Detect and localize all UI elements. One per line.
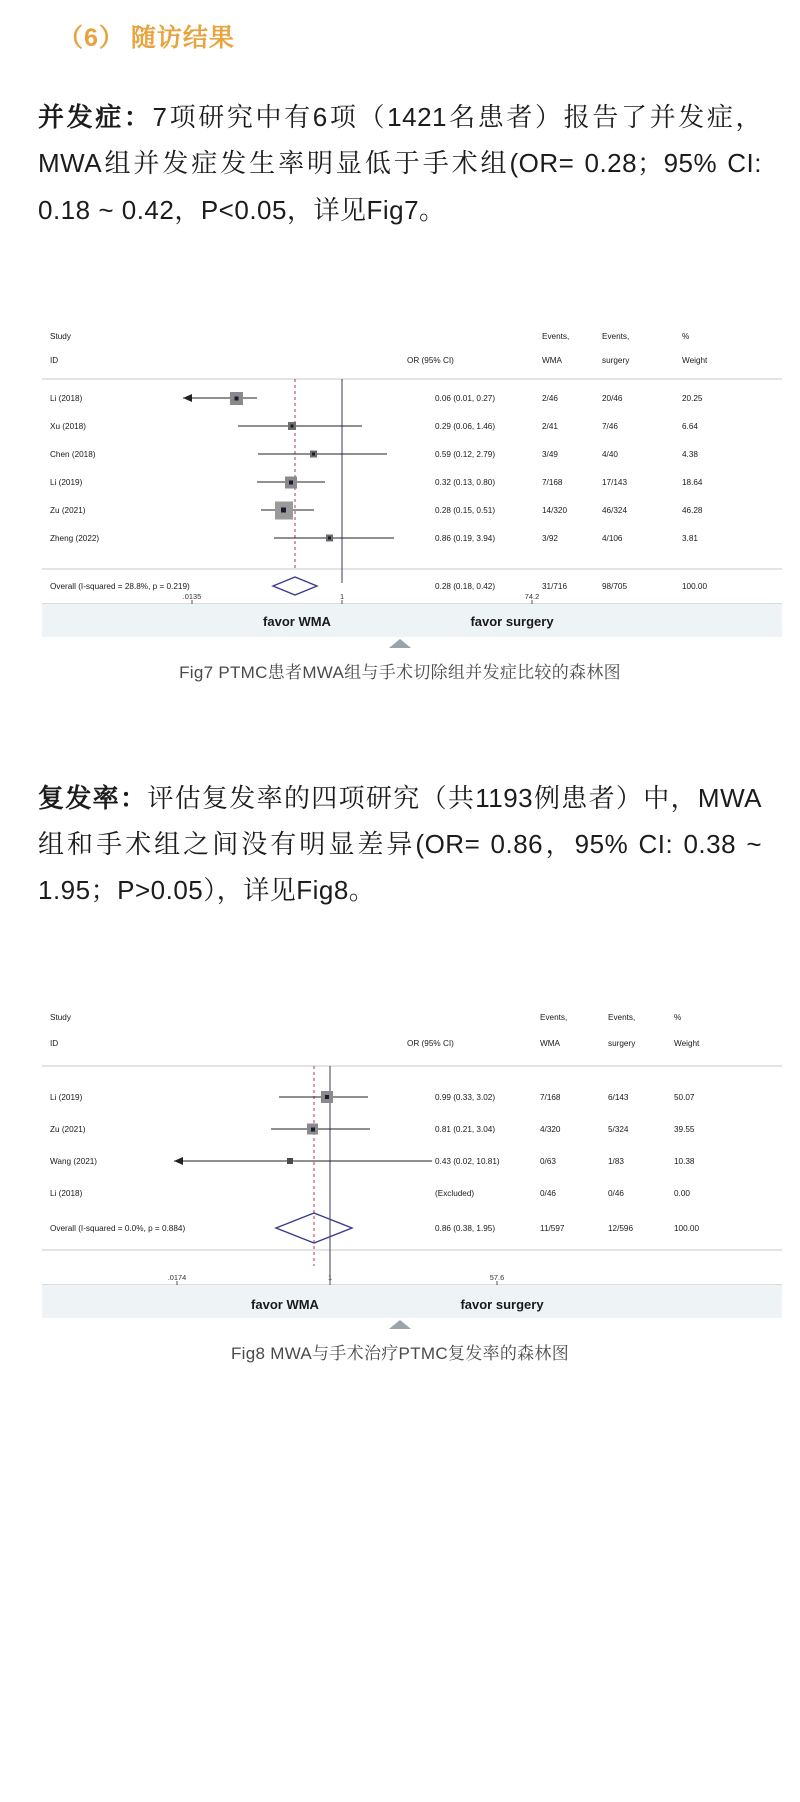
section-heading — [28, 0, 772, 54]
fp8-header-events2-a: Events, — [608, 1012, 636, 1022]
fp7-row-weight-5: 3.81 — [682, 533, 698, 543]
spacer — [28, 940, 772, 974]
fp7-row-weight-2: 4.38 — [682, 449, 698, 459]
fp8-overall-effect: 0.86 (0.38, 1.95) — [435, 1223, 496, 1233]
fp8-row-effect-0: 0.99 (0.33, 3.02) — [435, 1092, 496, 1102]
figure-7 — [42, 323, 758, 683]
fp8-axis-left: .0174 — [167, 1272, 187, 1282]
fp7-row-e1-1: 2/41 — [542, 421, 558, 431]
fp7-row-effect-2: 0.59 (0.12, 2.79) — [435, 449, 496, 459]
fp8-header-id: ID — [50, 1038, 59, 1048]
fp8-row-e1-0: 7/168 — [540, 1092, 561, 1102]
fp7-row-e1-5: 3/92 — [542, 533, 558, 543]
fp7-row-effect-0: 0.06 (0.01, 0.27) — [435, 393, 496, 403]
fp7-row-e1-3: 7/168 — [542, 477, 563, 487]
paragraph-recurrence-lead: 复发率： — [38, 782, 148, 813]
fp7-row-weight-0: 20.25 — [682, 393, 703, 403]
fp7-axis-right: 74.2 — [524, 591, 540, 601]
fp8-band-left: favor WMA — [251, 1296, 319, 1312]
fp8-header-weight-b: Weight — [674, 1038, 700, 1048]
fp7-row-weight-3: 18.64 — [682, 477, 703, 487]
fp7-header-events1-a: Events, — [542, 331, 570, 341]
fp8-header-weight-a: % — [674, 1012, 682, 1022]
fp7-row-weight-4: 46.28 — [682, 505, 703, 515]
fp7-row-e2-2: 4/40 — [602, 449, 618, 459]
fp7-header-study: Study — [50, 331, 71, 341]
fp7-row-id-2: Chen (2018) — [50, 449, 96, 459]
fp8-overall-id: Overall (I-squared = 0.0%, p = 0.884) — [50, 1223, 186, 1233]
fp8-row-effect-3: (Excluded) — [435, 1188, 475, 1198]
fp8-axis-center: 1 — [327, 1272, 333, 1282]
caret-icon — [389, 639, 411, 648]
fp7-row-e2-5: 4/106 — [602, 533, 623, 543]
fp7-axis-center: 1 — [339, 591, 345, 601]
section-heading-number: （6） — [58, 24, 125, 52]
fp7-overall-weight: 100.00 — [682, 581, 708, 591]
figure-8 — [42, 1004, 758, 1364]
fp8-row-e2-0: 6/143 — [608, 1092, 629, 1102]
paragraph-complications-lead: 并发症： — [38, 102, 153, 132]
fp8-axis-right: 57.6 — [489, 1272, 505, 1282]
paragraph-recurrence-body: 评估复发率的四项研究（共1193例患者）中，MWA组和手术组之间没有明显差异(OR= 0.86，95% CI: 0.38 ~ 1.95；P>0.05），详见Fig8。 — [38, 782, 762, 906]
section-heading-text: 随访结果 — [130, 24, 235, 52]
fp8-row-id-2: Wang (2021) — [50, 1156, 98, 1166]
fp8-header-events2-b: surgery — [608, 1038, 636, 1048]
forest-plot-8 — [42, 1004, 782, 1312]
fp8-row-e2-2: 1/83 — [608, 1156, 624, 1166]
fp7-row-id-3: Li (2019) — [50, 477, 83, 487]
fp7-row-effect-1: 0.29 (0.06, 1.46) — [435, 421, 496, 431]
fp7-header-effect: OR (95% CI) — [407, 355, 454, 365]
fp8-row-id-1: Zu (2021) — [50, 1124, 86, 1134]
fp7-row-e2-0: 20/46 — [602, 393, 623, 403]
fp7-header-weight-a: % — [682, 331, 690, 341]
fp7-header-events2-b: surgery — [602, 355, 630, 365]
fp8-overall-e1: 11/597 — [540, 1223, 565, 1233]
fp7-row-e2-1: 7/46 — [602, 421, 618, 431]
fp7-header-weight-b: Weight — [682, 355, 708, 365]
fp8-row-id-0: Li (2019) — [50, 1092, 83, 1102]
fp7-row-id-5: Zheng (2022) — [50, 533, 100, 543]
fp8-row-weight-1: 39.55 — [674, 1124, 695, 1134]
paragraph-complications-body: 7项研究中有6项（1421名患者）报告了并发症，MWA组并发症发生率明显低于手术组(OR= 0.28；95% CI: 0.18 ~ 0.42，P<0.05，详见Fig7。 — [38, 102, 762, 225]
fp8-row-e2-3: 0/46 — [608, 1188, 624, 1198]
fp7-row-effect-3: 0.32 (0.13, 0.80) — [435, 477, 496, 487]
figure-8-caption: Fig8 MWA与手术治疗PTMC复发率的森林图 — [230, 1343, 570, 1363]
spacer — [28, 259, 772, 293]
fp8-overall-weight: 100.00 — [674, 1223, 700, 1233]
fp8-row-weight-0: 50.07 — [674, 1092, 695, 1102]
caret-icon — [389, 1320, 411, 1329]
fp8-row-e1-3: 0/46 — [540, 1188, 556, 1198]
fp7-row-e1-2: 3/49 — [542, 449, 558, 459]
paragraph-recurrence — [28, 761, 772, 914]
fp7-header-id: ID — [50, 355, 59, 365]
fp8-overall-e2: 12/596 — [608, 1223, 634, 1233]
fp7-row-effect-4: 0.28 (0.15, 0.51) — [435, 505, 496, 515]
fp8-header-events1-a: Events, — [540, 1012, 568, 1022]
fp7-row-weight-1: 6.64 — [682, 421, 698, 431]
fp7-axis-left: .0135 — [182, 591, 202, 601]
fp8-row-effect-2: 0.43 (0.02, 10.81) — [435, 1156, 500, 1166]
fp7-row-effect-5: 0.86 (0.19, 3.94) — [435, 533, 496, 543]
figure-7-caption: Fig7 PTMC患者MWA组与手术切除组并发症比较的森林图 — [179, 662, 621, 682]
fp7-row-e1-4: 14/320 — [542, 505, 568, 515]
fp7-overall-e1: 31/716 — [542, 581, 568, 591]
fp7-overall-e2: 98/705 — [602, 581, 628, 591]
fp7-row-id-4: Zu (2021) — [50, 505, 86, 515]
fp8-row-id-3: Li (2018) — [50, 1188, 83, 1198]
fp8-band-right: favor surgery — [460, 1296, 544, 1312]
forest-plot-7 — [42, 323, 782, 629]
fp8-row-weight-3: 0.00 — [674, 1188, 690, 1198]
spacer — [28, 683, 772, 735]
fp8-header-study: Study — [50, 1012, 71, 1022]
fp7-band-left: favor WMA — [263, 613, 331, 629]
fp7-overall-id: Overall (I-squared = 28.8%, p = 0.219) — [50, 581, 190, 591]
fp8-header-events1-b: WMA — [540, 1038, 561, 1048]
fp7-row-e2-4: 46/324 — [602, 505, 628, 515]
fp8-header-effect: OR (95% CI) — [407, 1038, 454, 1048]
fp7-row-e2-3: 17/143 — [602, 477, 628, 487]
fp7-row-id-0: Li (2018) — [50, 393, 83, 403]
fp7-overall-effect: 0.28 (0.18, 0.42) — [435, 581, 496, 591]
fp8-row-e2-1: 5/324 — [608, 1124, 629, 1134]
fp8-row-e1-2: 0/63 — [540, 1156, 556, 1166]
spacer — [28, 1364, 772, 1398]
paragraph-complications — [28, 80, 772, 233]
fp7-band-right: favor surgery — [470, 613, 554, 629]
fp7-row-id-1: Xu (2018) — [50, 421, 86, 431]
fp8-row-weight-2: 10.38 — [674, 1156, 695, 1166]
fp7-header-events2-a: Events, — [602, 331, 630, 341]
fp7-header-events1-b: WMA — [542, 355, 563, 365]
fp8-row-effect-1: 0.81 (0.21, 3.04) — [435, 1124, 496, 1134]
fp8-row-e1-1: 4/320 — [540, 1124, 561, 1134]
fp7-row-e1-0: 2/46 — [542, 393, 558, 403]
